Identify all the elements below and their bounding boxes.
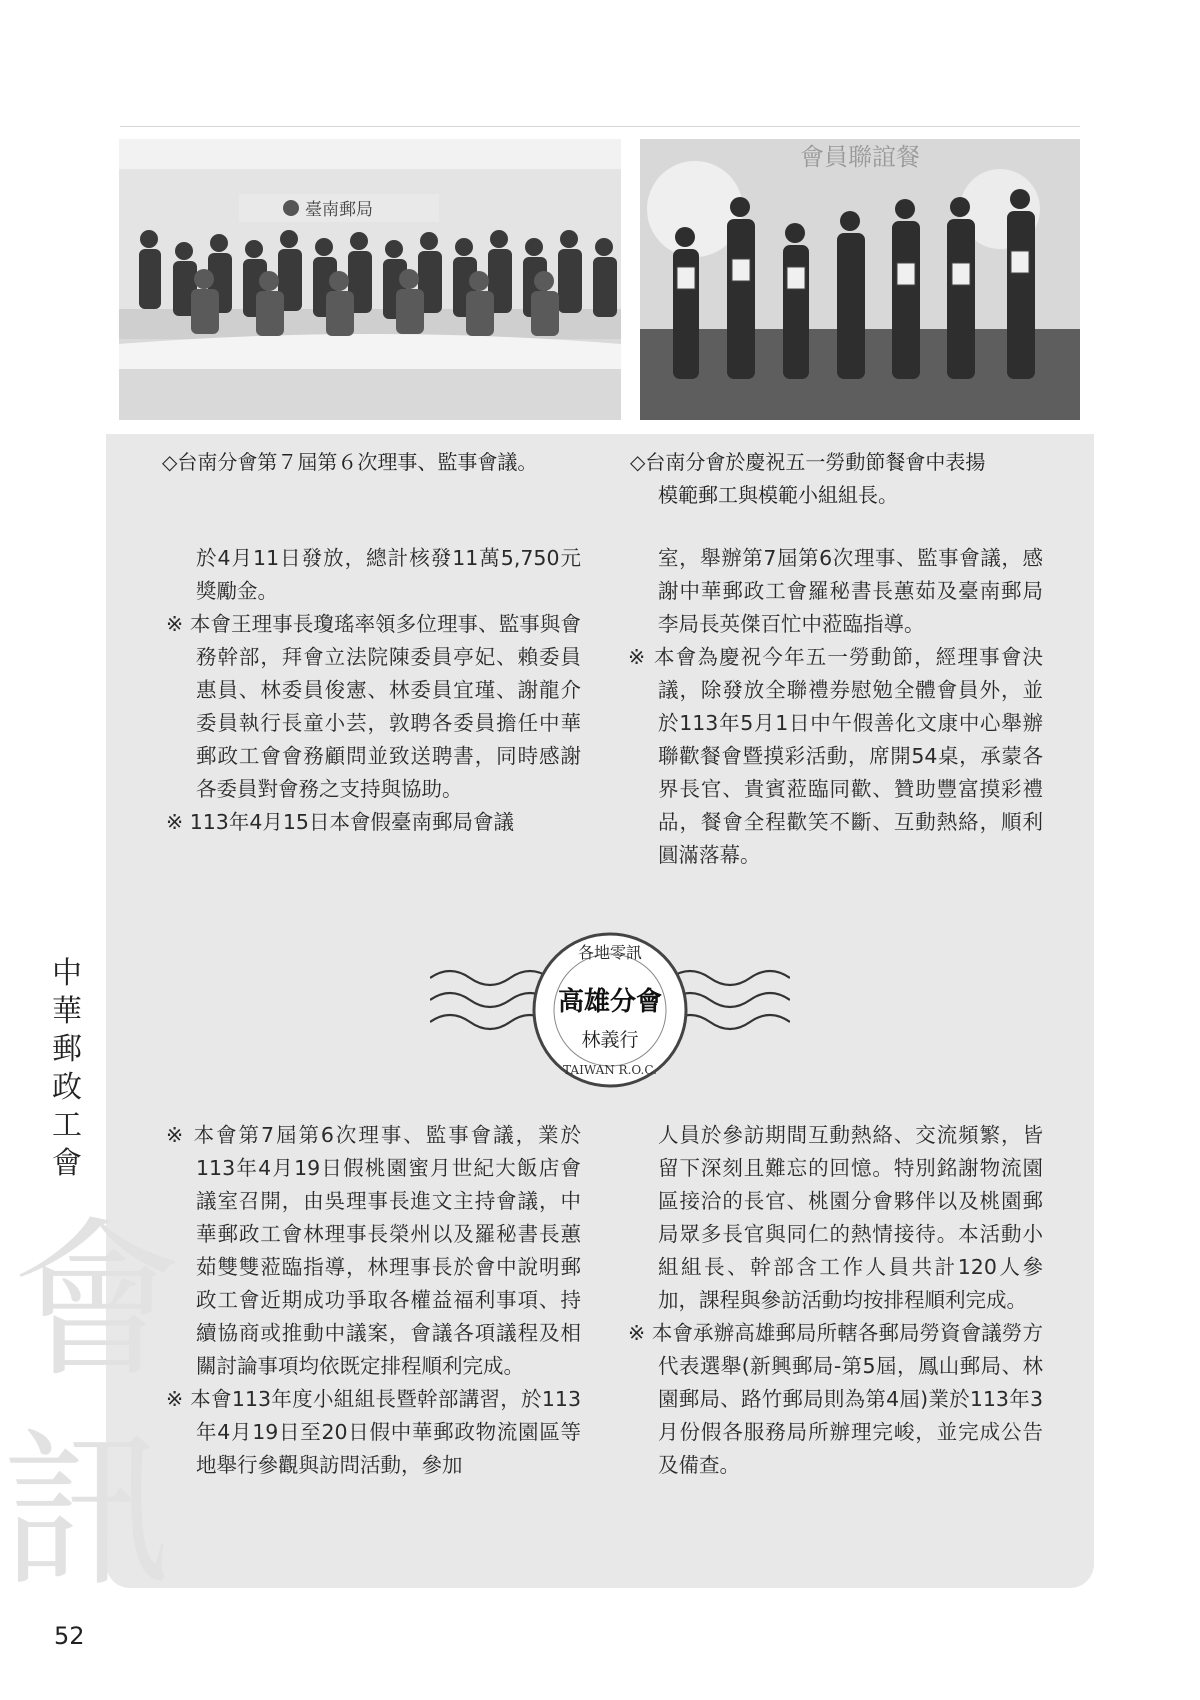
paragraph: 人員於參訪期間互動熱絡、交流頻繁，皆留下深刻且難忘的回憶。特別銘謝物流園區接洽的長官、桃園分會夥伴以及桃園郵局眾多長官與同仁的熱情接待。本活動小組組長、幹部含工作人員共計120人參加，課程與參訪活動均按排程順利完成。: [658, 1123, 1043, 1312]
bullet-paragraph: ※ 113年4月15日本會假臺南郵局會議: [166, 810, 514, 834]
side-title-char: 工: [52, 1108, 82, 1143]
bullet-paragraph: ※ 本會為慶祝今年五一勞動節，經理事會決議，除發放全聯禮券慰勉全體會員外，並於113年5月1日中午假善化文康中心舉辦聯歡餐會暨摸彩活動，席開54桌，承蒙各界長官、貴賓蒞臨同歡、贊助豐富摸彩禮品，餐會全程歡笑不斷、互動熱絡，順利圓滿落幕。: [628, 645, 1043, 867]
side-title-char: 中: [52, 956, 82, 991]
side-title-char: 會: [52, 1146, 82, 1181]
bullet-paragraph: ※ 本會承辦高雄郵局所轄各郵局勞資會議勞方代表選舉(新興郵局-第5屆，鳳山郵局、林園郵局、路竹郵局則為第4屆)業於113年3月份假各服務局所辦理完峻，並完成公告及備查。: [628, 1321, 1043, 1477]
watermark-char-1: 會: [12, 1203, 183, 1401]
award-ceremony-photo: [640, 139, 1080, 420]
top-rule: [120, 126, 1080, 127]
bullet-paragraph: ※ 本會113年度小組組長暨幹部講習，於113年4月19日至20日假中華郵政物流園區等地舉行參觀與訪問活動，參加: [166, 1387, 581, 1477]
publication-side-title: [50, 955, 84, 1183]
side-title-char: 華: [52, 994, 82, 1029]
tainan-right-column: [628, 542, 1043, 872]
right-caption-line-1: ◇台南分會於慶祝五一勞動節餐會中表揚: [630, 450, 986, 474]
kaohsiung-right-column: [628, 1119, 1043, 1482]
watermark-calligraphy: [0, 1170, 192, 1630]
side-title-char: 政: [52, 1070, 82, 1105]
meeting-group-photo: [119, 139, 621, 420]
branch-postmark-stamp: [430, 920, 790, 1100]
bullet-paragraph: ※ 本會第7屆第6次理事、監事會議，業於113年4月19日假桃園蜜月世紀大飯店會議室召開，由吳理事長進文主持會議，中華郵政工會林理事長榮州以及羅秘書長蕙茹雙雙蒞臨指導，林理事長於會中說明郵政工會近期成功爭取各權益福利事項、持續協商或推動中議案，會議各項議程及相關討論事項均依既定排程順利完成。: [166, 1123, 581, 1378]
page-number: 52: [54, 1622, 85, 1650]
paragraph: 於4月11日發放，總計核發11萬5,750元獎勵金。: [196, 546, 581, 603]
left-photo-caption: ◇台南分會第７屆第６次理事、監事會議。: [162, 450, 538, 474]
author-name: 林義行: [581, 1029, 639, 1051]
paragraph: 室，舉辦第7屆第6次理事、監事會議，感謝中華郵政工會羅秘書長蕙茹及臺南郵局李局長英傑百忙中蒞臨指導。: [658, 546, 1043, 636]
watermark-char-2: 訊: [2, 1413, 173, 1611]
branch-name: 高雄分會: [557, 987, 663, 1017]
bullet-paragraph: ※ 本會王理事長瓊瑤率領多位理事、監事與會務幹部，拜會立法院陳委員亭妃、賴委員惠員、林委員俊憲、林委員宜瑾、謝龍介委員執行長童小芸，敦聘各委員擔任中華郵政工會會務顧問並致送聘書，同時感謝各委員對會務之支持與協助。: [166, 612, 581, 801]
post-office-sign: 臺南郵局: [305, 200, 373, 220]
kaohsiung-left-column: [166, 1119, 581, 1482]
right-photo-caption: [630, 446, 1090, 512]
stamp-bottom-text: TAIWAN R.O.C.: [563, 1063, 657, 1077]
stamp-top-text: 各地零訊: [577, 943, 643, 962]
right-caption-line-2: 模範郵工與模範小組組長。: [658, 483, 898, 507]
tainan-left-column: [166, 542, 581, 839]
banner-text: 會員聯誼餐: [800, 143, 920, 171]
side-title-char: 郵: [52, 1032, 82, 1067]
